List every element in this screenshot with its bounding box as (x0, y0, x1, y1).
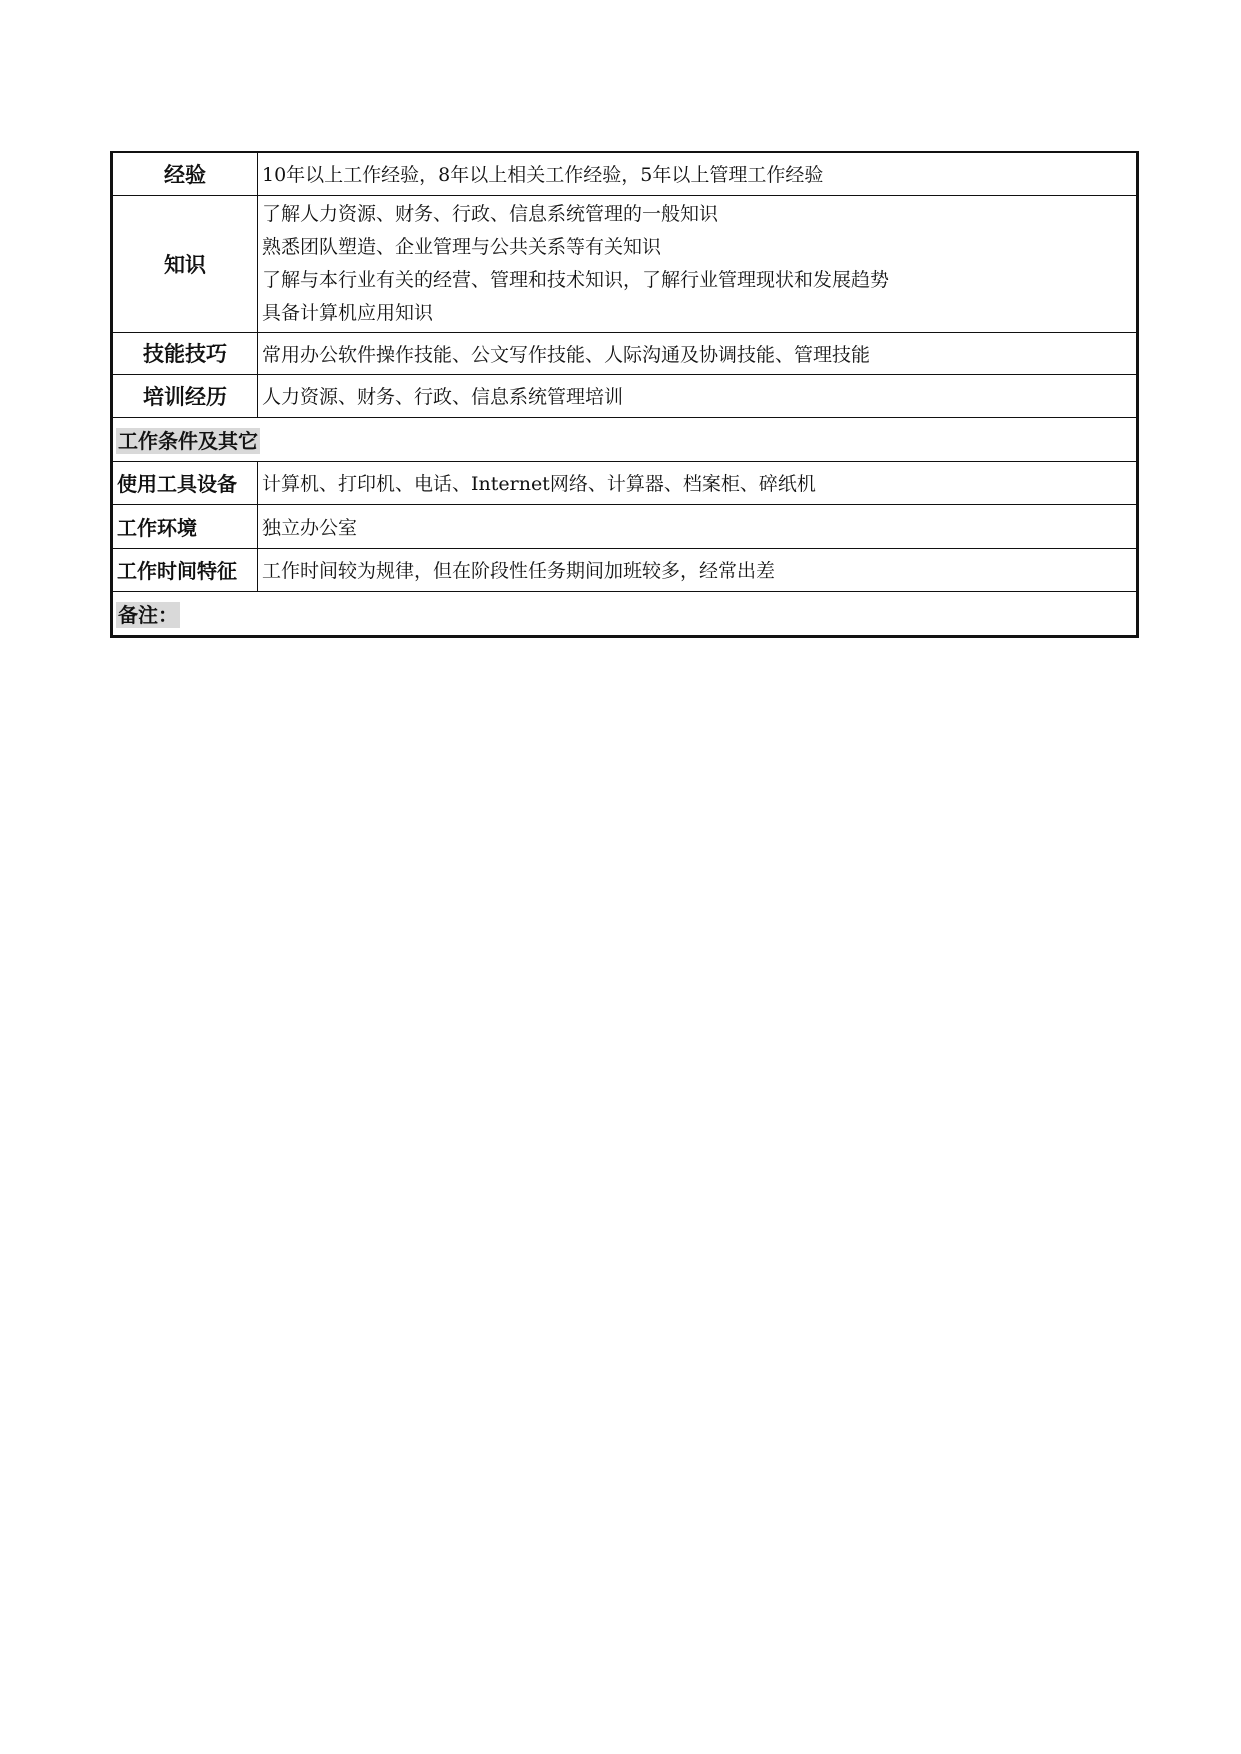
experience-label: 经验 (112, 152, 258, 195)
knowledge-label: 知识 (112, 195, 258, 332)
training-row (112, 374, 1138, 417)
knowledge-line: 熟悉团队塑造、企业管理与公共关系等有关知识 (262, 235, 662, 258)
knowledge-value (258, 195, 1138, 332)
environment-label: 工作环境 (112, 504, 258, 548)
knowledge-line: 具备计算机应用知识 (262, 301, 434, 324)
knowledge-line: 了解与本行业有关的经营、管理和技术知识，了解行业管理现状和发展趋势 (262, 268, 890, 291)
work-time-label: 工作时间特征 (112, 548, 258, 591)
tools-label: 使用工具设备 (112, 461, 258, 504)
work-time-row (112, 548, 1138, 591)
skills-row (112, 332, 1138, 374)
tools-row (112, 461, 1138, 504)
environment-row (112, 504, 1138, 548)
remarks-row (112, 591, 1138, 636)
knowledge-line: 了解人力资源、财务、行政、信息系统管理的一般知识 (262, 202, 719, 225)
conditions-section-title: 工作条件及其它 (118, 428, 258, 453)
training-value: 人力资源、财务、行政、信息系统管理培训 (258, 374, 1138, 417)
conditions-section-row (112, 417, 1138, 461)
job-description-table (110, 151, 1139, 638)
experience-row (112, 152, 1138, 195)
training-label: 培训经历 (112, 374, 258, 417)
experience-value: 10年以上工作经验，8年以上相关工作经验，5年以上管理工作经验 (258, 152, 1138, 195)
skills-label: 技能技巧 (112, 332, 258, 374)
remarks-label: 备注： (118, 602, 178, 627)
work-time-value: 工作时间较为规律，但在阶段性任务期间加班较多，经常出差 (258, 548, 1138, 591)
knowledge-row (112, 195, 1138, 332)
tools-value: 计算机、打印机、电话、Internet网络、计算器、档案柜、碎纸机 (258, 461, 1138, 504)
environment-value: 独立办公室 (258, 504, 1138, 548)
skills-value: 常用办公软件操作技能、公文写作技能、人际沟通及协调技能、管理技能 (258, 332, 1138, 374)
